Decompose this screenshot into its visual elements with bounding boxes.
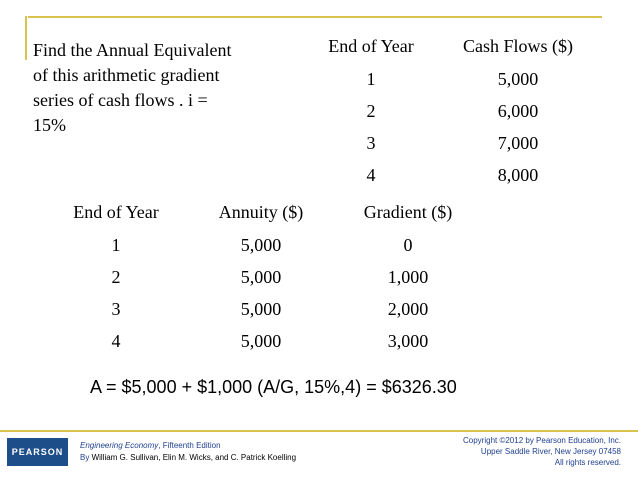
copyright-line: Copyright ©2012 by Pearson Education, Inc. [463,436,621,445]
pearson-logo: PEARSON [7,438,68,466]
gradient-cell: 3,000 [387,331,429,351]
annuity-cell: 5,000 [240,267,282,287]
year-cell: 3 [111,299,121,319]
year-cell: 2 [111,267,121,287]
gradient-cell: 0 [403,235,413,255]
year-cell: 2 [366,101,376,121]
cash-flow-cell: 8,000 [497,165,539,185]
year-cell: 4 [366,165,376,185]
annuity-cell: 5,000 [240,299,282,319]
year-cell: 4 [111,331,121,351]
copyright-line: All rights reserved. [554,458,621,467]
year-cell: 1 [366,69,376,89]
annuity-cell: 5,000 [240,235,282,255]
year-cell: 3 [366,133,376,153]
gradient-cell: 1,000 [387,267,429,287]
header-end-of-year: End of Year [328,36,414,56]
copyright-notice [463,435,621,468]
book-authors: William G. Sullivan, Elin M. Wicks, and C. Patrick Koelling [91,453,297,462]
header-gradient: Gradient ($) [363,202,453,222]
copyright-line: Upper Saddle River, New Jersey 07458 [480,447,621,456]
year-cell: 1 [111,235,121,255]
footer-accent-line [0,430,638,432]
book-title-line [80,440,296,452]
problem-statement: Find the Annual Equivalent of this arithmetic gradient series of cash flows . i = 15% [33,40,232,135]
authors-prefix: By [80,453,92,462]
left-accent-line [25,16,27,60]
book-edition: , Fifteenth Edition [158,441,221,450]
header-end-of-year: End of Year [73,202,159,222]
book-citation [80,440,296,464]
cash-flow-cell: 5,000 [497,69,539,89]
annual-equivalent-formula: A = $5,000 + $1,000 (A/G, 15%,4) = $6326.30 [90,377,457,397]
gradient-cell: 2,000 [387,299,429,319]
annuity-cell: 5,000 [240,331,282,351]
book-title: Engineering Economy [80,441,159,450]
cash-flow-cell: 7,000 [497,133,539,153]
cash-flow-cell: 6,000 [497,101,539,121]
top-accent-line [28,16,602,18]
header-cash-flows: Cash Flows ($) [462,36,574,56]
header-annuity: Annuity ($) [218,202,304,222]
book-authors-line [80,452,296,464]
